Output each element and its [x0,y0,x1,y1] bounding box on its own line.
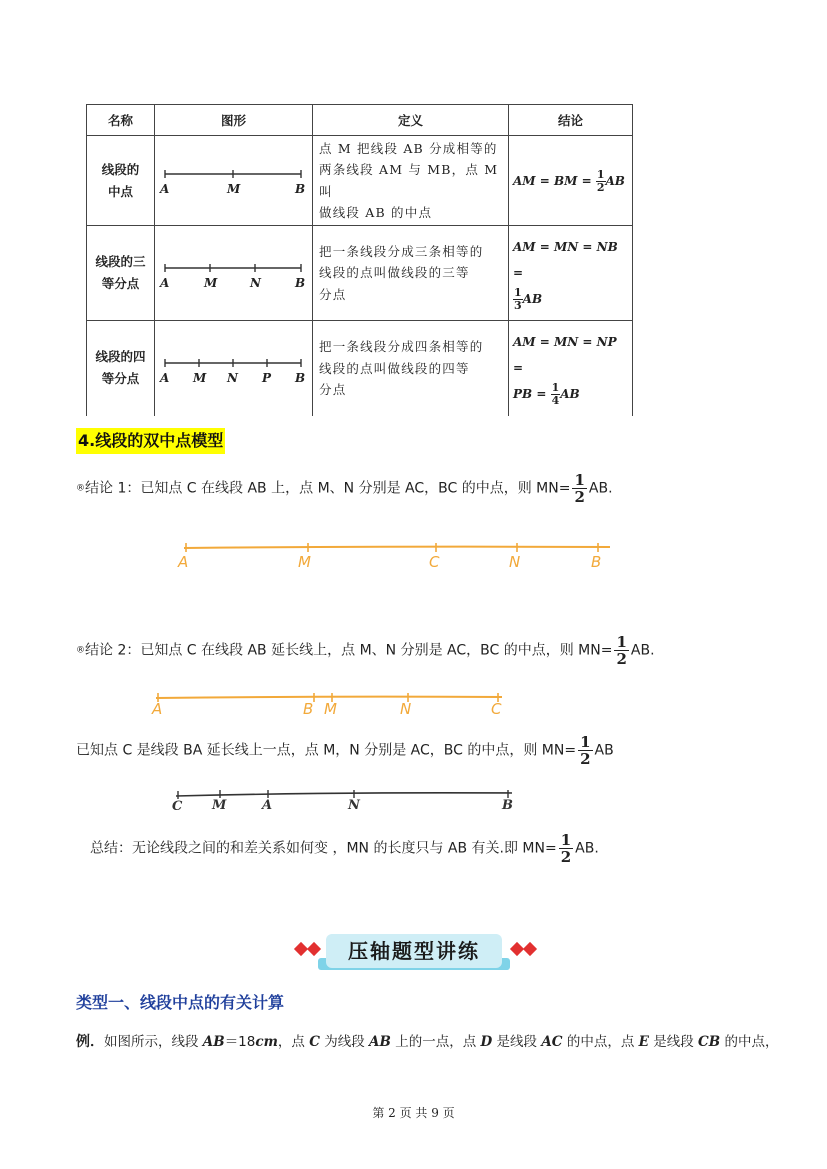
midpoint-segment-figure [155,136,313,226]
row-conclusion: AM = MN = NP = PB = $\frac{1}{4}$ AB [509,321,633,416]
point-label: A [160,371,170,385]
conclusion-2-figure [148,684,518,720]
row-conclusion: AM = MN = NB = $\frac{1}{3}$ AB [509,226,633,321]
point-label: B [303,700,314,718]
point-label: A [160,182,170,196]
table-row [87,321,633,416]
conclusion-2-text: ®结论 2：已知点 C 在线段 AB 延长线上，点 M、N 分别是 AC，BC 的中点，则 MN= $\frac{1}{2}$ AB. [76,633,655,668]
section-title: 4.线段的双中点模型 [76,428,225,454]
row-figure [155,136,313,226]
point-label: A [262,798,273,813]
point-label: B [295,371,306,385]
row-figure [155,321,313,416]
header-figure: 图形 [155,105,313,136]
table-row [87,136,633,226]
point-label: M [193,371,207,385]
fraction: $\frac{1}{2}$ [574,471,585,506]
header-name: 名称 [87,105,155,136]
table-row [87,226,633,321]
header-conclusion: 结论 [509,105,633,136]
diamond-icon [307,942,321,956]
conclusion-3-figure [166,784,526,814]
point-label: M [298,553,311,571]
conclusion-1-figure [170,536,620,576]
segment-points-table [86,104,633,416]
page-footer: 第 2 页 共 9 页 [372,1106,455,1120]
point-label: N [509,553,521,571]
fraction: $\frac{1}{2}$ [560,831,572,866]
point-label: B [502,798,513,813]
table-header-row [87,105,633,136]
point-label: N [400,700,412,718]
header-definition: 定义 [313,105,509,136]
point-label: N [227,371,238,385]
fraction: $\frac{1}{2}$ [616,633,627,668]
row-definition: 点 M 把线段 AB 分成相等的 两条线段 AM 与 MB，点 M 叫 做线段 AB 的中点 [313,136,509,226]
example-text: 例．如图所示，线段 AB＝18cm，点 C 为线段 AB 上的一点，点 D 是线段 AC 的中点，点 E 是线段 CB 的中点， [76,1034,779,1050]
row-definition: 把一条线段分成三条相等的 线段的点叫做线段的三等 分点 [313,226,509,321]
point-label: N [348,798,360,813]
point-label: A [160,276,170,290]
point-label: P [262,371,272,385]
diamond-icon [523,942,537,956]
point-label: A [178,553,189,571]
type-title: 类型一、线段中点的有关计算 [76,993,285,1012]
row-name: 线段的三 等分点 [87,226,155,321]
point-label: M [212,798,227,813]
fraction: $\frac{1}{2}$ [580,733,591,768]
fraction: $\frac{1}{2}$ [596,167,605,194]
conclusion-1-text: ®结论 1：已知点 C 在线段 AB 上，点 M、N 分别是 AC，BC 的中点，则 MN= $\frac{1}{2}$ AB. [76,471,613,506]
row-name: 线段的 中点 [87,136,155,226]
point-label: N [250,276,261,290]
point-label: C [429,553,440,571]
fraction: $\frac{1}{4}$ [551,381,560,408]
fraction: $\frac{1}{3}$ [514,286,522,312]
row-definition: 把一条线段分成四条相等的 线段的点叫做线段的四等 分点 [313,321,509,416]
banner-title: 压轴题型讲练 [326,934,502,968]
point-label: M [204,276,218,290]
row-figure [155,226,313,321]
trisection-segment-figure [155,226,313,321]
point-label: B [591,553,602,571]
summary-text: 总结：无论线段之间的和差关系如何变 ，MN 的长度只与 AB 有关.即 MN= $\frac{1}{2}$ AB. [90,831,599,866]
row-conclusion: AM = BM = $\frac{1}{2}$ AB [509,136,633,226]
point-label: B [295,182,306,196]
point-label: A [152,700,163,718]
point-label: C [491,700,502,718]
point-label: M [227,182,241,196]
quadrisection-segment-figure [155,321,313,416]
point-label: B [295,276,306,290]
point-label: C [172,799,183,814]
conclusion-3-text: 已知点 C 是线段 BA 延长线上一点，点 M，N 分别是 AC，BC 的中点，则 MN= $\frac{1}{2}$ AB [76,733,614,768]
row-name: 线段的四 等分点 [87,321,155,416]
point-label: M [324,700,337,718]
